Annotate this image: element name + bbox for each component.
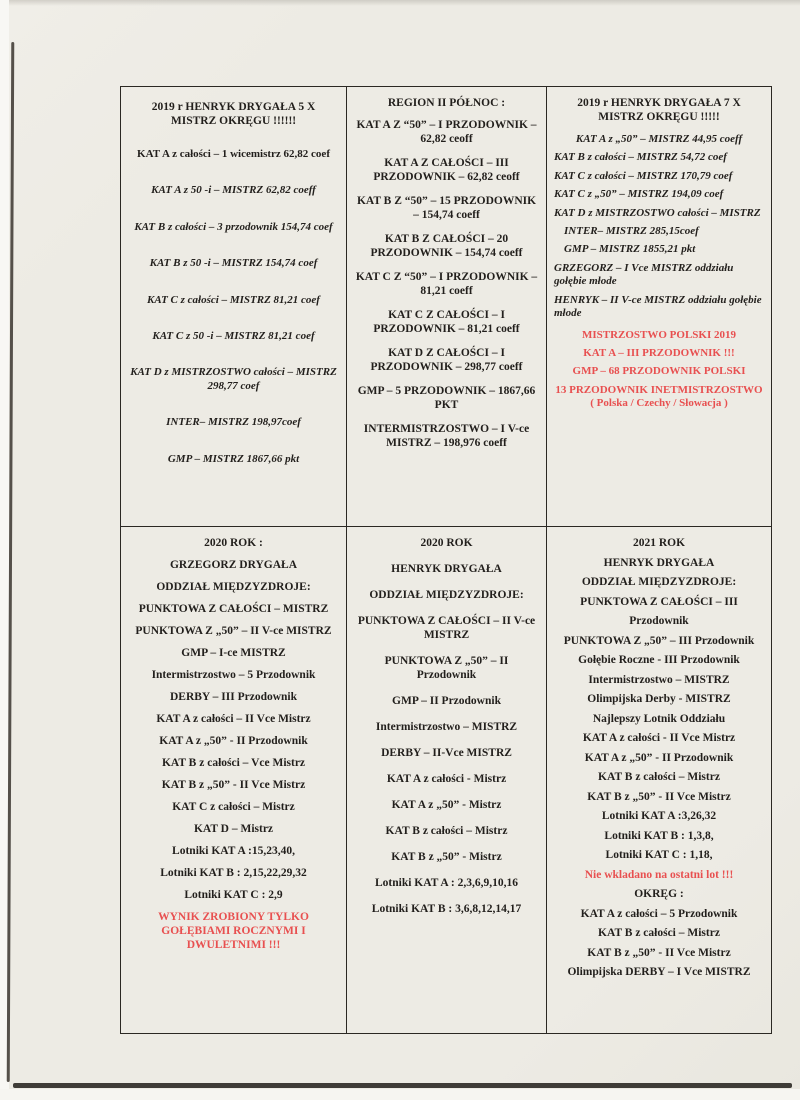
result-line: KAT B z 50 -i – MISTRZ 154,74 coef — [149, 257, 318, 270]
scan-artifact-bottom-edge — [13, 1083, 792, 1088]
result-line: KAT B z całości – 3 przodownik 154,74 coef — [134, 220, 333, 233]
result-line: GMP – 5 PRZODOWNIK – 1867,66 PKT — [357, 385, 536, 412]
result-line: 2020 ROK — [420, 537, 473, 549]
result-line: KAT A Z “50” – I PRZODOWNIK – 62,82 ceoff — [356, 119, 537, 146]
cell-2021-henryk-drygala — [547, 527, 771, 1033]
result-line: KAT D z MISTRZOSTWO całości – MISTRZ — [554, 206, 761, 219]
result-line: 2019 r HENRYK DRYGAŁA 5 X MISTRZ OKRĘGU !!!!!! — [151, 101, 316, 128]
result-line: KAT A z „50” - Mistrz — [391, 799, 502, 812]
result-line: PUNKTOWA Z „50” – III Przodownik — [563, 634, 755, 647]
cell-2019-henryk-5x-mistrz-okregu — [121, 87, 347, 527]
result-line: KAT B z całości – Vce Mistrz — [161, 757, 306, 770]
result-line: KAT A Z CAŁOŚCI – III PRZODOWNIK – 62,82 ceoff — [373, 157, 520, 184]
result-line: MISTRZOSTWO POLSKI 2019 — [581, 328, 737, 341]
result-line: Przodownik — [629, 615, 689, 628]
result-line: KAT A z całości - Mistrz — [386, 773, 507, 786]
result-line: KAT B Z “50” – 15 PRZODOWNIK – 154,74 coeff — [356, 195, 537, 222]
result-line: Intermistrzostwo – 5 Przodownik — [151, 669, 316, 682]
result-line: KAT B z „50” - II Vce Mistrz — [587, 946, 731, 959]
result-line: Lotniki KAT C : 1,18, — [605, 849, 713, 862]
result-line: PUNKTOWA Z „50” – II V-ce MISTRZ — [135, 625, 332, 638]
result-line: KAT B Z CAŁOŚCI – 20 PRZODOWNIK – 154,74 coeff — [370, 233, 523, 260]
result-line: REGION II PÓŁNOC : — [387, 97, 506, 109]
result-line: 13 PRZODOWNIK INETMISTRZOSTWO ( Polska / Czechy / Słowacja ) — [555, 383, 763, 410]
result-line: ODDZIAŁ MIĘDZYZDROJE: — [581, 576, 737, 589]
cell-2019-henryk-7x-mistrz-okregu — [547, 87, 771, 527]
result-line: GMP – 68 PRZODOWNIK POLSKI — [572, 365, 746, 378]
result-line: KAT B z „50” - II Vce Mistrz — [161, 779, 306, 792]
result-line: KAT B z całości – Mistrz — [598, 771, 720, 784]
result-line: PUNKTOWA Z CAŁOŚCI – II V-ce MISTRZ — [357, 615, 536, 642]
result-line: INTERMISTRZOSTWO – I V-ce MISTRZ – 198,976 coeff — [363, 423, 530, 450]
result-line: GMP – II Przodownik — [392, 695, 501, 708]
result-line: Olimpijska DERBY – I Vce MISTRZ — [567, 966, 751, 979]
result-line: KAT A z „50” - II Przodownik — [159, 735, 308, 748]
result-line: KAT B z „50” - Mistrz — [391, 851, 502, 864]
result-line: KAT A z całości – 5 Przodownik — [580, 907, 738, 920]
result-line: INTER– MISTRZ 198,97coef — [166, 416, 301, 429]
scan-artifact-top-shadow — [0, 0, 800, 6]
cell-2020-grzegorz-drygala — [121, 527, 347, 1033]
result-line: WYNIK ZROBIONY TYLKO GOŁĘBIAMI ROCZNYMI I DWULETNIMI !!! — [158, 911, 309, 952]
result-line: KAT D – Mistrz — [193, 823, 274, 836]
result-line: KAT A z 50 -i – MISTRZ 62,82 coeff — [151, 184, 316, 197]
result-line: PUNKTOWA Z CAŁOŚCI – MISTRZ — [138, 603, 329, 616]
result-line: KAT A z całości - II Vce Mistrz — [582, 732, 736, 745]
result-line: OKRĘG : — [634, 888, 684, 901]
result-line: Lotniki KAT A : 2,3,6,9,10,16 — [374, 877, 519, 890]
result-line: KAT D z MISTRZOSTWO całości – MISTRZ 298,77 coef — [130, 366, 337, 392]
result-line: KAT B z całości – Mistrz — [385, 825, 508, 838]
result-line: Lotniki KAT C : 2,9 — [184, 889, 283, 902]
result-line: Intermistrzostwo – MISTRZ — [588, 673, 730, 686]
result-line: Lotniki KAT B : 2,15,22,29,32 — [160, 867, 307, 880]
result-line: Gołębie Roczne - III Przodownik — [578, 654, 740, 667]
result-line: GMP – I-ce MISTRZ — [181, 647, 286, 660]
result-line: KAT C z całości – MISTRZ 81,21 coef — [147, 293, 320, 306]
result-line: 2019 r HENRYK DRYGAŁA 7 X MISTRZ OKRĘGU !!!!! — [577, 97, 741, 124]
result-line: DERBY – II-Vce MISTRZ — [381, 747, 512, 760]
result-line: Lotniki KAT A :15,23,40, — [172, 845, 295, 858]
result-line: HENRYK DRYGAŁA — [391, 563, 502, 576]
result-line: KAT B z całości – Mistrz — [598, 927, 720, 940]
result-line: Lotniki KAT B : 1,3,8, — [604, 829, 714, 842]
result-line: KAT C z całości – MISTRZ 170,79 coef — [554, 169, 733, 182]
result-line: PUNKTOWA Z CAŁOŚCI – III — [580, 595, 738, 608]
result-line: KAT A z „50” - II Przodownik — [584, 751, 734, 764]
result-line: KAT A z całości – II Vce Mistrz — [156, 713, 311, 726]
result-line: 2021 ROK — [632, 537, 686, 549]
result-line: GRZEGORZ – I Vce MISTRZ oddziału gołębie młode — [554, 261, 734, 288]
result-line: KAT C z 50 -i – MISTRZ 81,21 coef — [152, 330, 315, 343]
result-line: HENRYK – II V-ce MISTRZ oddziału gołębie młode — [554, 293, 762, 320]
result-line: KAT D Z CAŁOŚCI – I PRZODOWNIK – 298,77 coeff — [370, 347, 523, 374]
result-line: KAT B z „50” - II Vce Mistrz — [587, 790, 731, 803]
result-line: KAT B z całości – MISTRZ 54,72 coef — [554, 151, 727, 164]
result-line: Lotniki KAT A :3,26,32 — [601, 810, 717, 823]
result-line: Intermistrzostwo – MISTRZ — [375, 721, 518, 734]
cell-2020-henryk-drygala — [347, 527, 547, 1033]
result-line: Najlepszy Lotnik Oddziału — [592, 712, 726, 725]
result-line: Nie wkladano na ostatni lot !!! — [584, 868, 734, 881]
result-line: GRZEGORZ DRYGAŁA — [169, 559, 298, 572]
result-line: KAT C z całości – Mistrz — [172, 801, 295, 814]
results-table — [120, 86, 772, 1034]
result-line: ODDZIAŁ MIĘDZYZDROJE: — [369, 589, 524, 602]
result-line: HENRYK DRYGAŁA — [603, 556, 715, 569]
result-line: KAT C Z “50” – I PRZODOWNIK – 81,21 coeff — [355, 271, 538, 298]
result-line: KAT A z „50” – MISTRZ 44,95 coeff — [575, 133, 743, 146]
result-line: DERBY – III Przodownik — [169, 691, 298, 704]
result-line: ODDZIAŁ MIĘDZYZDROJE: — [156, 581, 311, 594]
result-line: KAT A z całości – 1 wicemistrz 62,82 coef — [137, 148, 330, 161]
result-line: Olimpijska Derby - MISTRZ — [587, 693, 731, 706]
result-line: GMP – MISTRZ 1855,21 pkt — [564, 243, 696, 256]
cell-region-ii-polnoc — [347, 87, 547, 527]
result-line: 2020 ROK : — [204, 537, 263, 549]
result-line: KAT C z „50” – MISTRZ 194,09 coef — [554, 188, 724, 201]
result-line: INTER– MISTRZ 285,15coef — [564, 225, 699, 238]
scan-artifact-bottom-margin — [0, 1089, 800, 1100]
result-line: KAT C Z CAŁOŚCI – I PRZODOWNIK – 81,21 coeff — [373, 309, 520, 336]
result-line: PUNKTOWA Z „50” – II Przodownik — [384, 655, 509, 682]
result-line: KAT A – III PRZODOWNIK !!! — [583, 346, 735, 359]
result-line: Lotniki KAT B : 3,6,8,12,14,17 — [371, 903, 522, 916]
result-line: GMP – MISTRZ 1867,66 pkt — [167, 452, 300, 465]
